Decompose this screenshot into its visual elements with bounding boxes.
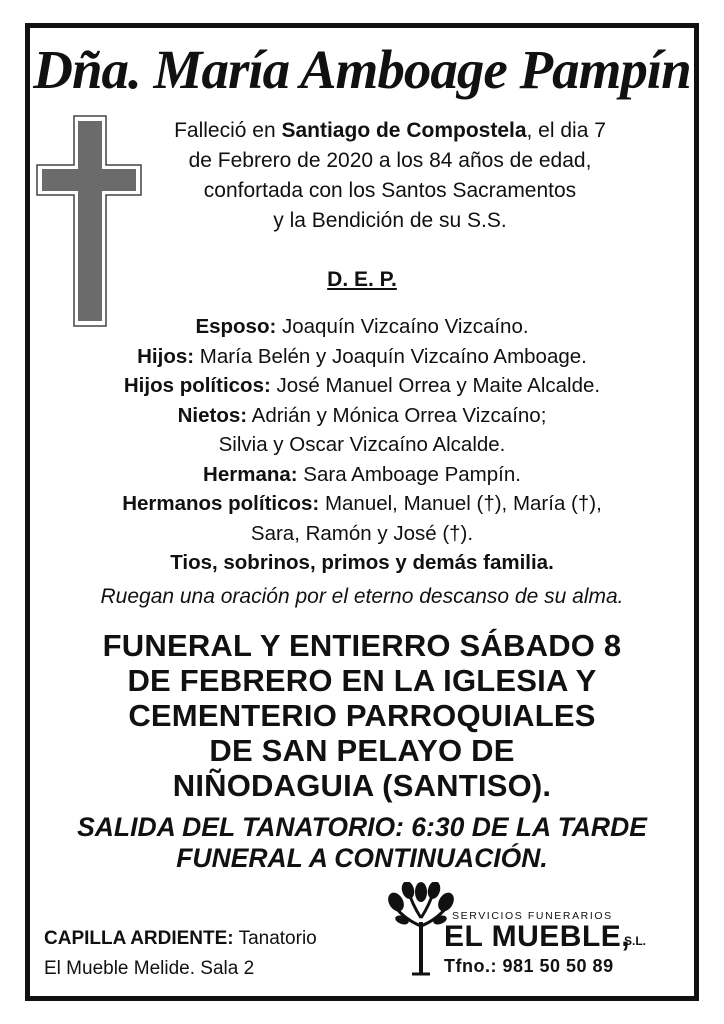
logo-subtitle: SERVICIOS FUNERARIOS: [452, 910, 613, 922]
chapel-line-1: CAPILLA ARDIENTE: Tanatorio: [44, 928, 317, 949]
intro-line-4: y la Bendición de su S.S.: [273, 209, 507, 232]
dep-heading: D. E. P.: [327, 268, 397, 291]
family-row-hermanos-politicos: Hermanos políticos: Manuel, Manuel (†), María (†),: [122, 492, 602, 515]
departure-details: [0, 812, 724, 874]
funeral-line-3: CEMENTERIO PARROQUIALES: [128, 698, 596, 733]
death-announcement: [150, 116, 630, 236]
funeral-details: [0, 628, 724, 803]
funeral-line-5: NIÑODAGUIA (SANTISO).: [172, 768, 552, 803]
chapel-info: [44, 924, 317, 984]
salida-line-1: SALIDA DEL TANATORIO: 6:30 DE LA TARDE: [77, 812, 647, 842]
prayer-text: Ruegan una oración por el eterno descanso de su alma.: [100, 585, 624, 608]
place-of-death: Santiago de Compostela: [281, 119, 527, 142]
funeral-home-logo: [388, 882, 678, 982]
family-row-hermanos-politicos-cont: Sara, Ramón y José (†).: [250, 521, 474, 545]
intro-line-1: Falleció en Santiago de Compostela, el dia 7: [174, 119, 606, 142]
funeral-line-1: FUNERAL Y ENTIERRO SÁBADO 8: [102, 628, 622, 663]
family-list: [60, 312, 664, 578]
family-row-hijos-politicos: Hijos políticos: José Manuel Orrea y Maite Alcalde.: [123, 374, 601, 397]
deceased-name: Dña. María Amboage Pampín: [33, 39, 691, 100]
logo-phone: Tfno.: 981 50 50 89: [444, 956, 614, 976]
funeral-line-2: DE FEBRERO EN LA IGLESIA Y: [127, 663, 597, 698]
family-row-nietos: Nietos: Adrián y Mónica Orrea Vizcaíno;: [177, 403, 547, 427]
funeral-line-4: DE SAN PELAYO DE: [209, 733, 515, 768]
family-row-demas: Tios, sobrinos, primos y demás familia.: [170, 551, 554, 574]
logo-suffix: S.L.: [624, 934, 647, 948]
family-row-hijos: Hijos: María Belén y Joaquín Vizcaíno Amboage.: [137, 344, 587, 368]
chapel-line-2: El Mueble Melide. Sala 2: [44, 958, 255, 979]
intro-line-2: de Febrero de 2020 a los 84 años de edad,: [188, 149, 592, 172]
cross-icon: [36, 115, 142, 327]
family-row-hermana: Hermana: Sara Amboage Pampín.: [203, 462, 521, 486]
family-row-esposo: Esposo: Joaquín Vizcaíno Vizcaíno.: [195, 315, 529, 338]
salida-line-2: FUNERAL A CONTINUACIÓN.: [176, 843, 548, 873]
intro-line-3: confortada con los Santos Sacramentos: [203, 179, 577, 202]
family-row-nietos-cont: Silvia y Oscar Vizcaíno Alcalde.: [218, 433, 506, 456]
logo-name: EL MUEBLE,: [444, 920, 631, 953]
